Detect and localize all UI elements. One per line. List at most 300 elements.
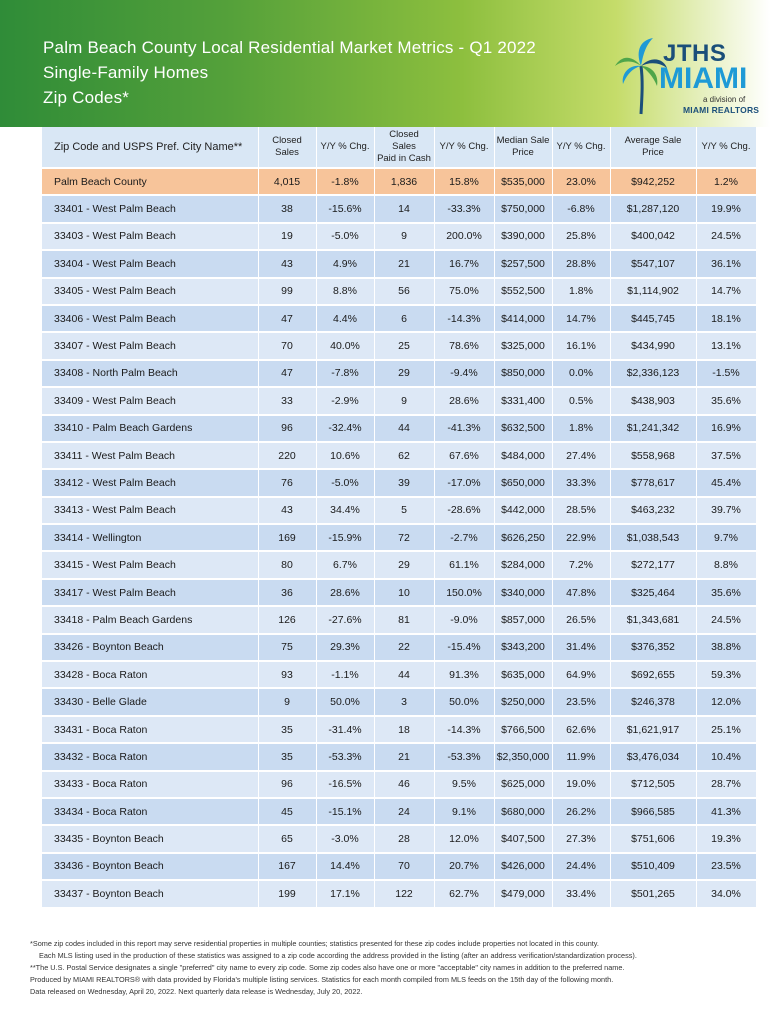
cell-closed-sales: 220 [258, 442, 316, 469]
cell-median-price: $257,500 [494, 250, 552, 277]
cell-paid-in-cash: 28 [374, 825, 434, 852]
table-row [42, 442, 756, 469]
cell-median-price-yy: 47.8% [552, 579, 610, 606]
cell-zip-city: Palm Beach County [42, 168, 258, 195]
header-paid-in-cash [374, 127, 434, 168]
cell-zip-city: 33403 - West Palm Beach [42, 223, 258, 250]
cell-paid-in-cash-yy: 75.0% [434, 278, 494, 305]
cell-median-price: $850,000 [494, 360, 552, 387]
cell-closed-sales-yy: 29.3% [316, 634, 374, 661]
cell-paid-in-cash: 44 [374, 415, 434, 442]
cell-median-price: $626,250 [494, 524, 552, 551]
cell-closed-sales: 76 [258, 469, 316, 496]
table-row [42, 551, 756, 578]
cell-median-price: $250,000 [494, 688, 552, 715]
cell-average-price-yy: 35.6% [696, 387, 756, 414]
cell-paid-in-cash-yy: 15.8% [434, 168, 494, 195]
cell-paid-in-cash: 14 [374, 195, 434, 222]
cell-average-price: $434,990 [610, 332, 696, 359]
cell-paid-in-cash-yy: 61.1% [434, 551, 494, 578]
cell-median-price-yy: 1.8% [552, 278, 610, 305]
footnote-5: Data released on Wednesday, April 20, 2022. Next quarterly data release is Wednesday, July 20, 2022. [30, 987, 363, 996]
cell-closed-sales-yy: 4.9% [316, 250, 374, 277]
cell-closed-sales: 38 [258, 195, 316, 222]
cell-zip-city: 33404 - West Palm Beach [42, 250, 258, 277]
footnote-4: Produced by MIAMI REALTORS® with data provided by Florida's multiple listing services. Statistics for each month compiled from MLS feeds on the 15th day of the following month. [30, 975, 614, 984]
cell-average-price-yy: 28.7% [696, 771, 756, 798]
cell-median-price-yy: 31.4% [552, 634, 610, 661]
cell-paid-in-cash: 22 [374, 634, 434, 661]
cell-median-price: $390,000 [494, 223, 552, 250]
cell-zip-city: 33432 - Boca Raton [42, 743, 258, 770]
cell-average-price-yy: 1.2% [696, 168, 756, 195]
cell-paid-in-cash: 1,836 [374, 168, 434, 195]
cell-paid-in-cash: 9 [374, 223, 434, 250]
cell-median-price: $650,000 [494, 469, 552, 496]
cell-paid-in-cash-yy: 20.7% [434, 853, 494, 880]
cell-average-price: $1,287,120 [610, 195, 696, 222]
cell-median-price: $331,400 [494, 387, 552, 414]
cell-median-price-yy: 26.5% [552, 606, 610, 633]
cell-average-price: $942,252 [610, 168, 696, 195]
cell-average-price: $246,378 [610, 688, 696, 715]
cell-average-price: $1,241,342 [610, 415, 696, 442]
cell-median-price-yy: 26.2% [552, 798, 610, 825]
cell-closed-sales: 80 [258, 551, 316, 578]
cell-closed-sales: 33 [258, 387, 316, 414]
cell-paid-in-cash: 81 [374, 606, 434, 633]
cell-paid-in-cash-yy: 150.0% [434, 579, 494, 606]
header-average-price-yy: Y/Y % Chg. [696, 127, 756, 168]
cell-average-price-yy: -1.5% [696, 360, 756, 387]
cell-average-price-yy: 10.4% [696, 743, 756, 770]
cell-paid-in-cash-yy: -9.0% [434, 606, 494, 633]
cell-zip-city: 33409 - West Palm Beach [42, 387, 258, 414]
cell-paid-in-cash-yy: 28.6% [434, 387, 494, 414]
cell-median-price: $680,000 [494, 798, 552, 825]
cell-zip-city: 33428 - Boca Raton [42, 661, 258, 688]
county-total-row [42, 168, 756, 195]
cell-average-price: $510,409 [610, 853, 696, 880]
cell-average-price: $1,038,543 [610, 524, 696, 551]
cell-closed-sales-yy: -2.9% [316, 387, 374, 414]
cell-closed-sales-yy: 50.0% [316, 688, 374, 715]
cell-median-price-yy: 0.0% [552, 360, 610, 387]
cell-zip-city: 33426 - Boynton Beach [42, 634, 258, 661]
cell-median-price: $325,000 [494, 332, 552, 359]
cell-closed-sales-yy: 28.6% [316, 579, 374, 606]
logo-division-text: a division of [703, 95, 746, 104]
market-metrics-table [42, 127, 757, 909]
cell-zip-city: 33414 - Wellington [42, 524, 258, 551]
cell-closed-sales-yy: -5.0% [316, 469, 374, 496]
cell-zip-city: 33431 - Boca Raton [42, 716, 258, 743]
cell-median-price: $552,500 [494, 278, 552, 305]
cell-closed-sales-yy: -1.8% [316, 168, 374, 195]
cell-median-price: $766,500 [494, 716, 552, 743]
cell-paid-in-cash: 29 [374, 360, 434, 387]
header-average-price-line2: Price [642, 147, 664, 158]
cell-median-price-yy: 16.1% [552, 332, 610, 359]
cell-zip-city: 33411 - West Palm Beach [42, 442, 258, 469]
cell-closed-sales: 126 [258, 606, 316, 633]
cell-closed-sales-yy: -16.5% [316, 771, 374, 798]
cell-average-price-yy: 16.9% [696, 415, 756, 442]
table-row [42, 387, 756, 414]
logo-miami-realtors-text: MIAMI REALTORS [683, 105, 760, 115]
cell-paid-in-cash-yy: -17.0% [434, 469, 494, 496]
footnote-1: *Some zip codes included in this report may serve residential properties in multiple counties; statistics presented for these zip codes include properties not located in this county. [30, 939, 599, 948]
cell-closed-sales-yy: 34.4% [316, 497, 374, 524]
header-median-price-line2: Price [512, 147, 534, 158]
cell-zip-city: 33407 - West Palm Beach [42, 332, 258, 359]
cell-zip-city: 33412 - West Palm Beach [42, 469, 258, 496]
cell-average-price-yy: 19.9% [696, 195, 756, 222]
cell-closed-sales: 70 [258, 332, 316, 359]
footnote-2: Each MLS listing used in the production of these statistics was assigned to a zip code according the address provided in the listing (after an address verification/standardization process). [39, 951, 637, 960]
cell-average-price-yy: 41.3% [696, 798, 756, 825]
header-closed-sales: Closed Sales [258, 127, 316, 168]
cell-average-price: $2,336,123 [610, 360, 696, 387]
cell-median-price-yy: 22.9% [552, 524, 610, 551]
cell-average-price: $966,585 [610, 798, 696, 825]
table-row [42, 497, 756, 524]
header-median-price-yy: Y/Y % Chg. [552, 127, 610, 168]
header-zip-code: Zip Code and USPS Pref. City Name** [42, 127, 258, 168]
cell-paid-in-cash-yy: -33.3% [434, 195, 494, 222]
cell-closed-sales: 75 [258, 634, 316, 661]
table-body [42, 168, 756, 908]
cell-closed-sales: 45 [258, 798, 316, 825]
cell-closed-sales-yy: -15.6% [316, 195, 374, 222]
table-row [42, 223, 756, 250]
table-row [42, 743, 756, 770]
cell-closed-sales: 43 [258, 497, 316, 524]
cell-paid-in-cash: 3 [374, 688, 434, 715]
cell-closed-sales: 9 [258, 688, 316, 715]
cell-paid-in-cash-yy: 16.7% [434, 250, 494, 277]
cell-paid-in-cash-yy: 50.0% [434, 688, 494, 715]
cell-median-price: $750,000 [494, 195, 552, 222]
table-row [42, 661, 756, 688]
cell-average-price: $547,107 [610, 250, 696, 277]
header-median-price-line1: Median Sale [496, 135, 550, 146]
cell-zip-city: 33410 - Palm Beach Gardens [42, 415, 258, 442]
cell-median-price: $632,500 [494, 415, 552, 442]
cell-closed-sales: 35 [258, 743, 316, 770]
cell-average-price: $376,352 [610, 634, 696, 661]
cell-paid-in-cash: 21 [374, 743, 434, 770]
cell-paid-in-cash: 24 [374, 798, 434, 825]
cell-average-price-yy: 23.5% [696, 853, 756, 880]
cell-closed-sales: 96 [258, 415, 316, 442]
header-paid-in-cash-yy: Y/Y % Chg. [434, 127, 494, 168]
cell-median-price-yy: 24.4% [552, 853, 610, 880]
cell-average-price-yy: 59.3% [696, 661, 756, 688]
cell-median-price-yy: 19.0% [552, 771, 610, 798]
cell-median-price-yy: 27.3% [552, 825, 610, 852]
cell-average-price: $712,505 [610, 771, 696, 798]
cell-average-price: $445,745 [610, 305, 696, 332]
cell-closed-sales: 65 [258, 825, 316, 852]
cell-median-price: $857,000 [494, 606, 552, 633]
cell-paid-in-cash: 56 [374, 278, 434, 305]
cell-closed-sales: 19 [258, 223, 316, 250]
cell-zip-city: 33433 - Boca Raton [42, 771, 258, 798]
cell-average-price: $501,265 [610, 880, 696, 907]
table-row [42, 415, 756, 442]
cell-paid-in-cash-yy: -53.3% [434, 743, 494, 770]
cell-average-price-yy: 39.7% [696, 497, 756, 524]
cell-closed-sales: 199 [258, 880, 316, 907]
cell-median-price-yy: 14.7% [552, 305, 610, 332]
table-row [42, 880, 756, 907]
cell-average-price: $751,606 [610, 825, 696, 852]
cell-paid-in-cash: 46 [374, 771, 434, 798]
header-average-price-line1: Average Sale [624, 135, 682, 146]
table-row [42, 250, 756, 277]
cell-median-price-yy: 33.3% [552, 469, 610, 496]
logo-miami-text: MIAMI [659, 62, 748, 95]
cell-closed-sales-yy: -7.8% [316, 360, 374, 387]
footnotes [30, 938, 760, 998]
cell-average-price-yy: 9.7% [696, 524, 756, 551]
table-row [42, 853, 756, 880]
cell-average-price-yy: 25.1% [696, 716, 756, 743]
cell-paid-in-cash-yy: 200.0% [434, 223, 494, 250]
cell-paid-in-cash: 5 [374, 497, 434, 524]
cell-closed-sales-yy: -27.6% [316, 606, 374, 633]
cell-average-price-yy: 37.5% [696, 442, 756, 469]
cell-closed-sales: 96 [258, 771, 316, 798]
jths-miami-logo [611, 36, 761, 122]
table-row [42, 469, 756, 496]
cell-paid-in-cash: 18 [374, 716, 434, 743]
cell-closed-sales-yy: -32.4% [316, 415, 374, 442]
cell-paid-in-cash-yy: 67.6% [434, 442, 494, 469]
cell-average-price-yy: 13.1% [696, 332, 756, 359]
cell-paid-in-cash-yy: -15.4% [434, 634, 494, 661]
cell-average-price-yy: 8.8% [696, 551, 756, 578]
cell-zip-city: 33417 - West Palm Beach [42, 579, 258, 606]
cell-closed-sales-yy: 17.1% [316, 880, 374, 907]
cell-average-price: $400,042 [610, 223, 696, 250]
cell-median-price-yy: 1.8% [552, 415, 610, 442]
table-row [42, 278, 756, 305]
cell-zip-city: 33435 - Boynton Beach [42, 825, 258, 852]
cell-average-price: $3,476,034 [610, 743, 696, 770]
cell-paid-in-cash-yy: -14.3% [434, 305, 494, 332]
cell-closed-sales: 93 [258, 661, 316, 688]
cell-paid-in-cash-yy: 9.5% [434, 771, 494, 798]
cell-closed-sales-yy: -15.1% [316, 798, 374, 825]
cell-zip-city: 33405 - West Palm Beach [42, 278, 258, 305]
cell-closed-sales: 4,015 [258, 168, 316, 195]
cell-average-price: $272,177 [610, 551, 696, 578]
cell-average-price: $1,343,681 [610, 606, 696, 633]
cell-zip-city: 33418 - Palm Beach Gardens [42, 606, 258, 633]
logo-jths-text: JTHS [663, 40, 727, 67]
title-line-3: Zip Codes* [43, 88, 130, 107]
header-paid-in-cash-line1: Closed Sales [389, 129, 419, 152]
cell-closed-sales-yy: 10.6% [316, 442, 374, 469]
cell-paid-in-cash: 25 [374, 332, 434, 359]
header-average-price [610, 127, 696, 168]
cell-paid-in-cash-yy: 12.0% [434, 825, 494, 852]
table-header-row [42, 127, 756, 168]
cell-average-price-yy: 14.7% [696, 278, 756, 305]
cell-average-price-yy: 35.6% [696, 579, 756, 606]
cell-median-price: $284,000 [494, 551, 552, 578]
cell-paid-in-cash-yy: 62.7% [434, 880, 494, 907]
cell-average-price: $1,114,902 [610, 278, 696, 305]
cell-median-price-yy: 33.4% [552, 880, 610, 907]
table-row [42, 305, 756, 332]
cell-average-price: $438,903 [610, 387, 696, 414]
header-paid-in-cash-line2: Paid in Cash [377, 153, 431, 164]
cell-paid-in-cash: 10 [374, 579, 434, 606]
cell-zip-city: 33434 - Boca Raton [42, 798, 258, 825]
table-row [42, 606, 756, 633]
table-row [42, 716, 756, 743]
cell-median-price-yy: 23.5% [552, 688, 610, 715]
cell-zip-city: 33415 - West Palm Beach [42, 551, 258, 578]
cell-closed-sales: 47 [258, 360, 316, 387]
footnote-3: **The U.S. Postal Service designates a single "preferred" city name to every zip code. Some zip codes also have one or more "acceptable" city names in addition to the preferred name. [30, 963, 625, 972]
cell-zip-city: 33437 - Boynton Beach [42, 880, 258, 907]
cell-average-price: $558,968 [610, 442, 696, 469]
table-row [42, 825, 756, 852]
table-row [42, 332, 756, 359]
cell-zip-city: 33406 - West Palm Beach [42, 305, 258, 332]
cell-average-price-yy: 24.5% [696, 606, 756, 633]
cell-median-price: $479,000 [494, 880, 552, 907]
cell-paid-in-cash-yy: -9.4% [434, 360, 494, 387]
cell-zip-city: 33436 - Boynton Beach [42, 853, 258, 880]
table-row [42, 634, 756, 661]
cell-average-price-yy: 36.1% [696, 250, 756, 277]
cell-median-price: $426,000 [494, 853, 552, 880]
cell-zip-city: 33430 - Belle Glade [42, 688, 258, 715]
cell-zip-city: 33408 - North Palm Beach [42, 360, 258, 387]
cell-paid-in-cash: 62 [374, 442, 434, 469]
cell-average-price-yy: 38.8% [696, 634, 756, 661]
cell-median-price-yy: 64.9% [552, 661, 610, 688]
cell-median-price: $635,000 [494, 661, 552, 688]
cell-average-price: $1,621,917 [610, 716, 696, 743]
cell-paid-in-cash-yy: 9.1% [434, 798, 494, 825]
cell-median-price: $414,000 [494, 305, 552, 332]
cell-average-price-yy: 34.0% [696, 880, 756, 907]
cell-median-price-yy: 62.6% [552, 716, 610, 743]
cell-paid-in-cash: 9 [374, 387, 434, 414]
table-row [42, 798, 756, 825]
cell-closed-sales-yy: -5.0% [316, 223, 374, 250]
cell-closed-sales: 99 [258, 278, 316, 305]
cell-median-price: $442,000 [494, 497, 552, 524]
cell-median-price-yy: 25.8% [552, 223, 610, 250]
cell-average-price-yy: 12.0% [696, 688, 756, 715]
header-median-price [494, 127, 552, 168]
cell-closed-sales-yy: 4.4% [316, 305, 374, 332]
cell-median-price: $340,000 [494, 579, 552, 606]
cell-average-price-yy: 24.5% [696, 223, 756, 250]
cell-closed-sales: 167 [258, 853, 316, 880]
cell-paid-in-cash: 29 [374, 551, 434, 578]
cell-closed-sales-yy: 6.7% [316, 551, 374, 578]
cell-closed-sales-yy: -1.1% [316, 661, 374, 688]
cell-zip-city: 33413 - West Palm Beach [42, 497, 258, 524]
header-closed-sales-yy: Y/Y % Chg. [316, 127, 374, 168]
table-row [42, 771, 756, 798]
table-row [42, 688, 756, 715]
cell-closed-sales-yy: -15.9% [316, 524, 374, 551]
cell-paid-in-cash-yy: -41.3% [434, 415, 494, 442]
cell-average-price: $463,232 [610, 497, 696, 524]
cell-closed-sales-yy: 8.8% [316, 278, 374, 305]
cell-median-price-yy: 11.9% [552, 743, 610, 770]
report-title [43, 35, 536, 110]
cell-median-price: $625,000 [494, 771, 552, 798]
cell-average-price-yy: 19.3% [696, 825, 756, 852]
table-row [42, 579, 756, 606]
cell-paid-in-cash-yy: -2.7% [434, 524, 494, 551]
cell-paid-in-cash: 70 [374, 853, 434, 880]
cell-closed-sales-yy: 14.4% [316, 853, 374, 880]
cell-paid-in-cash: 122 [374, 880, 434, 907]
cell-average-price: $325,464 [610, 579, 696, 606]
title-line-1: Palm Beach County Local Residential Market Metrics - Q1 2022 [43, 38, 536, 57]
cell-paid-in-cash: 39 [374, 469, 434, 496]
cell-closed-sales-yy: -3.0% [316, 825, 374, 852]
cell-closed-sales: 43 [258, 250, 316, 277]
cell-closed-sales: 35 [258, 716, 316, 743]
cell-median-price-yy: 28.5% [552, 497, 610, 524]
cell-median-price-yy: 27.4% [552, 442, 610, 469]
cell-median-price-yy: 28.8% [552, 250, 610, 277]
cell-paid-in-cash: 72 [374, 524, 434, 551]
cell-median-price-yy: 0.5% [552, 387, 610, 414]
cell-closed-sales-yy: -53.3% [316, 743, 374, 770]
cell-paid-in-cash-yy: -28.6% [434, 497, 494, 524]
cell-average-price: $692,655 [610, 661, 696, 688]
cell-closed-sales: 47 [258, 305, 316, 332]
cell-closed-sales-yy: 40.0% [316, 332, 374, 359]
cell-median-price-yy: 7.2% [552, 551, 610, 578]
cell-median-price: $535,000 [494, 168, 552, 195]
cell-median-price: $407,500 [494, 825, 552, 852]
cell-paid-in-cash: 21 [374, 250, 434, 277]
cell-median-price-yy: -6.8% [552, 195, 610, 222]
table-row [42, 524, 756, 551]
table-row [42, 195, 756, 222]
cell-median-price: $343,200 [494, 634, 552, 661]
cell-paid-in-cash: 44 [374, 661, 434, 688]
cell-average-price: $778,617 [610, 469, 696, 496]
cell-paid-in-cash: 6 [374, 305, 434, 332]
cell-closed-sales: 36 [258, 579, 316, 606]
header-banner [0, 0, 770, 127]
cell-median-price: $2,350,000 [494, 743, 552, 770]
cell-median-price: $484,000 [494, 442, 552, 469]
cell-zip-city: 33401 - West Palm Beach [42, 195, 258, 222]
cell-closed-sales: 169 [258, 524, 316, 551]
cell-median-price-yy: 23.0% [552, 168, 610, 195]
cell-paid-in-cash-yy: 91.3% [434, 661, 494, 688]
cell-paid-in-cash-yy: -14.3% [434, 716, 494, 743]
cell-average-price-yy: 18.1% [696, 305, 756, 332]
table-row [42, 360, 756, 387]
